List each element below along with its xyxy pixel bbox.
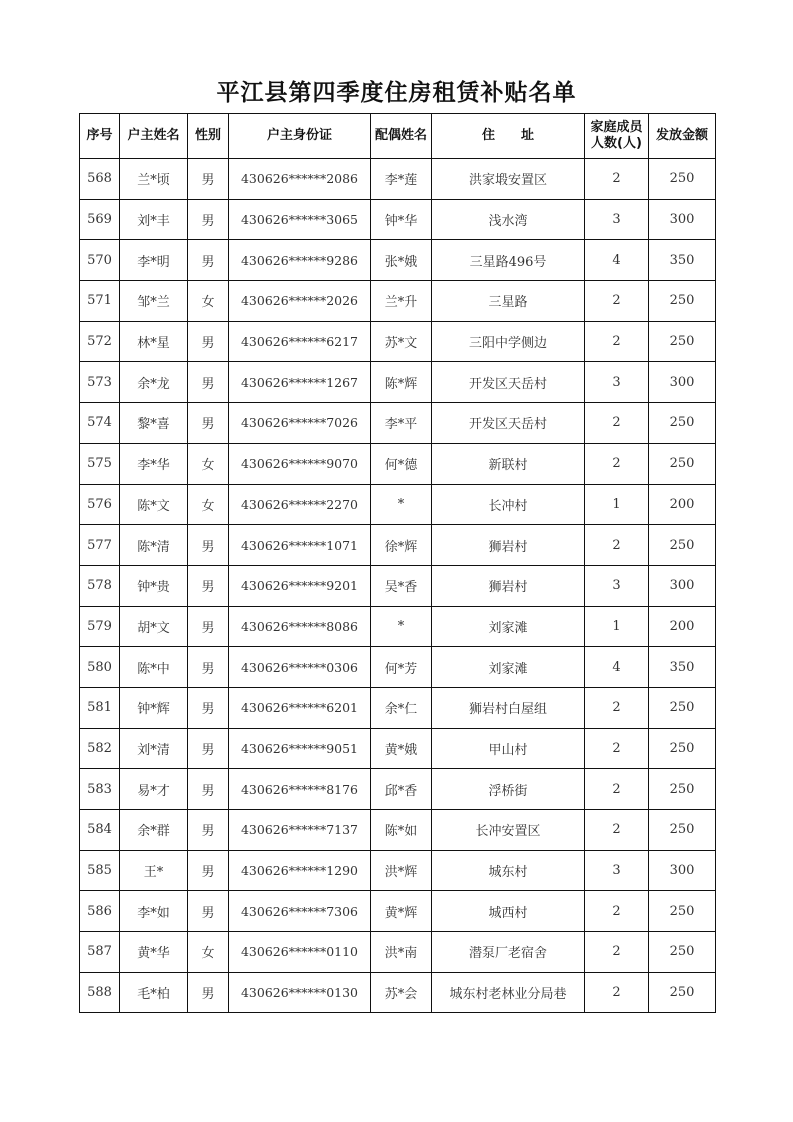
spouse-name-cell: * — [371, 606, 432, 647]
id-number-cell: 430626******3065 — [229, 199, 371, 240]
table-row — [80, 728, 716, 769]
gender-cell: 男 — [188, 525, 229, 566]
family-size-cell: 2 — [585, 281, 649, 322]
table-row — [80, 972, 716, 1013]
householder-name-cell: 李*如 — [120, 891, 188, 932]
householder-name-cell: 李*华 — [120, 443, 188, 484]
spouse-name-cell: 徐*辉 — [371, 525, 432, 566]
spouse-name-cell: 苏*会 — [371, 972, 432, 1013]
id-number-cell: 430626******9201 — [229, 565, 371, 606]
address-cell: 浮桥街 — [432, 769, 585, 810]
gender-cell: 男 — [188, 647, 229, 688]
householder-name-cell: 毛*柏 — [120, 972, 188, 1013]
gender-cell: 男 — [188, 362, 229, 403]
spouse-name-cell: 何*芳 — [371, 647, 432, 688]
seq-cell: 585 — [80, 850, 120, 891]
amount-cell: 250 — [649, 769, 716, 810]
address-cell: 开发区天岳村 — [432, 362, 585, 403]
address-cell: 狮岩村 — [432, 525, 585, 566]
seq-cell: 578 — [80, 565, 120, 606]
family-size-cell: 2 — [585, 525, 649, 566]
seq-cell: 580 — [80, 647, 120, 688]
seq-cell: 572 — [80, 321, 120, 362]
gender-cell: 男 — [188, 565, 229, 606]
householder-name-cell: 刘*丰 — [120, 199, 188, 240]
address-cell: 长冲安置区 — [432, 810, 585, 851]
table-row — [80, 606, 716, 647]
spouse-name-cell: 李*平 — [371, 403, 432, 444]
spouse-name-cell: 余*仁 — [371, 687, 432, 728]
amount-cell: 250 — [649, 403, 716, 444]
id-number-cell: 430626******9051 — [229, 728, 371, 769]
family-size-cell: 3 — [585, 362, 649, 403]
table-row — [80, 484, 716, 525]
amount-cell: 250 — [649, 728, 716, 769]
id-number-cell: 430626******2026 — [229, 281, 371, 322]
family-size-cell: 2 — [585, 932, 649, 973]
spouse-name-cell: 洪*辉 — [371, 850, 432, 891]
address-cell: 开发区天岳村 — [432, 403, 585, 444]
amount-cell: 350 — [649, 240, 716, 281]
family-size-cell: 2 — [585, 687, 649, 728]
id-number-cell: 430626******2270 — [229, 484, 371, 525]
seq-cell: 582 — [80, 728, 120, 769]
householder-name-cell: 陈*清 — [120, 525, 188, 566]
gender-cell: 男 — [188, 606, 229, 647]
amount-cell: 250 — [649, 159, 716, 200]
id-number-cell: 430626******0110 — [229, 932, 371, 973]
family-size-cell: 2 — [585, 443, 649, 484]
family-size-cell: 3 — [585, 565, 649, 606]
householder-name-cell: 陈*中 — [120, 647, 188, 688]
householder-name-cell: 林*星 — [120, 321, 188, 362]
spouse-name-cell: 钟*华 — [371, 199, 432, 240]
page-title: 平江县第四季度住房租赁补贴名单 — [216, 79, 577, 106]
id-number-cell: 430626******6217 — [229, 321, 371, 362]
id-number-cell: 430626******7306 — [229, 891, 371, 932]
header-address: 住 址 — [432, 114, 585, 159]
amount-cell: 300 — [649, 850, 716, 891]
gender-cell: 女 — [188, 443, 229, 484]
family-size-cell: 2 — [585, 728, 649, 769]
id-number-cell: 430626******1267 — [229, 362, 371, 403]
spouse-name-cell: 张*娥 — [371, 240, 432, 281]
householder-name-cell: 钟*贵 — [120, 565, 188, 606]
family-size-cell: 2 — [585, 403, 649, 444]
householder-name-cell: 胡*文 — [120, 606, 188, 647]
address-cell: 甲山村 — [432, 728, 585, 769]
householder-name-cell: 余*群 — [120, 810, 188, 851]
householder-name-cell: 李*明 — [120, 240, 188, 281]
amount-cell: 250 — [649, 810, 716, 851]
family-size-cell: 2 — [585, 891, 649, 932]
table-row — [80, 647, 716, 688]
householder-name-cell: 黄*华 — [120, 932, 188, 973]
id-number-cell: 430626******1290 — [229, 850, 371, 891]
seq-cell: 574 — [80, 403, 120, 444]
table-body — [80, 159, 716, 1013]
gender-cell: 女 — [188, 484, 229, 525]
seq-cell: 584 — [80, 810, 120, 851]
family-size-cell: 2 — [585, 159, 649, 200]
spouse-name-cell: 何*德 — [371, 443, 432, 484]
address-cell: 新联村 — [432, 443, 585, 484]
address-cell: 浅水湾 — [432, 199, 585, 240]
householder-name-cell: 陈*文 — [120, 484, 188, 525]
seq-cell: 568 — [80, 159, 120, 200]
amount-cell: 300 — [649, 362, 716, 403]
table-row — [80, 687, 716, 728]
amount-cell: 350 — [649, 647, 716, 688]
address-cell: 长冲村 — [432, 484, 585, 525]
gender-cell: 男 — [188, 687, 229, 728]
householder-name-cell: 王* — [120, 850, 188, 891]
family-size-cell: 4 — [585, 240, 649, 281]
amount-cell: 250 — [649, 891, 716, 932]
amount-cell: 200 — [649, 606, 716, 647]
gender-cell: 男 — [188, 850, 229, 891]
amount-cell: 250 — [649, 281, 716, 322]
amount-cell: 250 — [649, 443, 716, 484]
id-number-cell: 430626******1071 — [229, 525, 371, 566]
id-number-cell: 430626******6201 — [229, 687, 371, 728]
gender-cell: 女 — [188, 932, 229, 973]
header-row — [80, 114, 716, 159]
seq-cell: 579 — [80, 606, 120, 647]
amount-cell: 250 — [649, 687, 716, 728]
address-cell: 城东村老林业分局巷 — [432, 972, 585, 1013]
table-row — [80, 199, 716, 240]
spouse-name-cell: 吴*香 — [371, 565, 432, 606]
amount-cell: 250 — [649, 972, 716, 1013]
seq-cell: 587 — [80, 932, 120, 973]
amount-cell: 250 — [649, 321, 716, 362]
header-gender: 性别 — [188, 114, 229, 159]
table-row — [80, 321, 716, 362]
address-cell: 狮岩村 — [432, 565, 585, 606]
amount-cell: 250 — [649, 932, 716, 973]
address-cell: 潜泵厂老宿舍 — [432, 932, 585, 973]
family-size-cell: 3 — [585, 850, 649, 891]
table-row — [80, 525, 716, 566]
address-cell: 三星路 — [432, 281, 585, 322]
gender-cell: 男 — [188, 403, 229, 444]
header-householder-name: 户主姓名 — [120, 114, 188, 159]
spouse-name-cell: 李*莲 — [371, 159, 432, 200]
gender-cell: 男 — [188, 199, 229, 240]
householder-name-cell: 易*才 — [120, 769, 188, 810]
gender-cell: 男 — [188, 891, 229, 932]
id-number-cell: 430626******7137 — [229, 810, 371, 851]
householder-name-cell: 邹*兰 — [120, 281, 188, 322]
householder-name-cell: 刘*清 — [120, 728, 188, 769]
header-family-size: 家庭成员人数(人) — [585, 114, 649, 159]
address-cell: 刘家滩 — [432, 606, 585, 647]
seq-cell: 570 — [80, 240, 120, 281]
spouse-name-cell: * — [371, 484, 432, 525]
family-size-cell: 2 — [585, 321, 649, 362]
spouse-name-cell: 兰*升 — [371, 281, 432, 322]
spouse-name-cell: 洪*南 — [371, 932, 432, 973]
family-size-cell: 3 — [585, 199, 649, 240]
spouse-name-cell: 黄*娥 — [371, 728, 432, 769]
header-seq: 序号 — [80, 114, 120, 159]
spouse-name-cell: 苏*文 — [371, 321, 432, 362]
family-size-cell: 2 — [585, 810, 649, 851]
gender-cell: 男 — [188, 972, 229, 1013]
amount-cell: 250 — [649, 525, 716, 566]
id-number-cell: 430626******8086 — [229, 606, 371, 647]
gender-cell: 男 — [188, 769, 229, 810]
table-row — [80, 891, 716, 932]
seq-cell: 575 — [80, 443, 120, 484]
id-number-cell: 430626******7026 — [229, 403, 371, 444]
table-row — [80, 932, 716, 973]
spouse-name-cell: 陈*辉 — [371, 362, 432, 403]
family-size-cell: 1 — [585, 484, 649, 525]
family-size-cell: 2 — [585, 972, 649, 1013]
table-row — [80, 159, 716, 200]
table-row — [80, 769, 716, 810]
address-cell: 狮岩村白屋组 — [432, 687, 585, 728]
householder-name-cell: 兰*顷 — [120, 159, 188, 200]
family-size-cell: 2 — [585, 769, 649, 810]
spouse-name-cell: 陈*如 — [371, 810, 432, 851]
table-row — [80, 565, 716, 606]
gender-cell: 男 — [188, 810, 229, 851]
table-row — [80, 443, 716, 484]
header-id-number: 户主身份证 — [229, 114, 371, 159]
id-number-cell: 430626******0306 — [229, 647, 371, 688]
address-cell: 三星路496号 — [432, 240, 585, 281]
id-number-cell: 430626******2086 — [229, 159, 371, 200]
seq-cell: 576 — [80, 484, 120, 525]
address-cell: 洪家塅安置区 — [432, 159, 585, 200]
gender-cell: 男 — [188, 728, 229, 769]
subsidy-table — [79, 113, 716, 1013]
family-size-cell: 1 — [585, 606, 649, 647]
householder-name-cell: 余*龙 — [120, 362, 188, 403]
gender-cell: 女 — [188, 281, 229, 322]
amount-cell: 200 — [649, 484, 716, 525]
amount-cell: 300 — [649, 565, 716, 606]
spouse-name-cell: 黄*辉 — [371, 891, 432, 932]
table-row — [80, 281, 716, 322]
address-cell: 城西村 — [432, 891, 585, 932]
table-row — [80, 240, 716, 281]
seq-cell: 571 — [80, 281, 120, 322]
table-row — [80, 362, 716, 403]
address-cell: 刘家滩 — [432, 647, 585, 688]
address-cell: 三阳中学侧边 — [432, 321, 585, 362]
table-row — [80, 403, 716, 444]
gender-cell: 男 — [188, 159, 229, 200]
id-number-cell: 430626******0130 — [229, 972, 371, 1013]
seq-cell: 573 — [80, 362, 120, 403]
seq-cell: 569 — [80, 199, 120, 240]
id-number-cell: 430626******9286 — [229, 240, 371, 281]
seq-cell: 581 — [80, 687, 120, 728]
seq-cell: 588 — [80, 972, 120, 1013]
spouse-name-cell: 邱*香 — [371, 769, 432, 810]
gender-cell: 男 — [188, 321, 229, 362]
gender-cell: 男 — [188, 240, 229, 281]
table-row — [80, 850, 716, 891]
amount-cell: 300 — [649, 199, 716, 240]
seq-cell: 577 — [80, 525, 120, 566]
id-number-cell: 430626******9070 — [229, 443, 371, 484]
householder-name-cell: 钟*辉 — [120, 687, 188, 728]
id-number-cell: 430626******8176 — [229, 769, 371, 810]
seq-cell: 586 — [80, 891, 120, 932]
header-amount: 发放金额 — [649, 114, 716, 159]
family-size-cell: 4 — [585, 647, 649, 688]
seq-cell: 583 — [80, 769, 120, 810]
header-spouse-name: 配偶姓名 — [371, 114, 432, 159]
address-cell: 城东村 — [432, 850, 585, 891]
householder-name-cell: 黎*喜 — [120, 403, 188, 444]
table-row — [80, 810, 716, 851]
